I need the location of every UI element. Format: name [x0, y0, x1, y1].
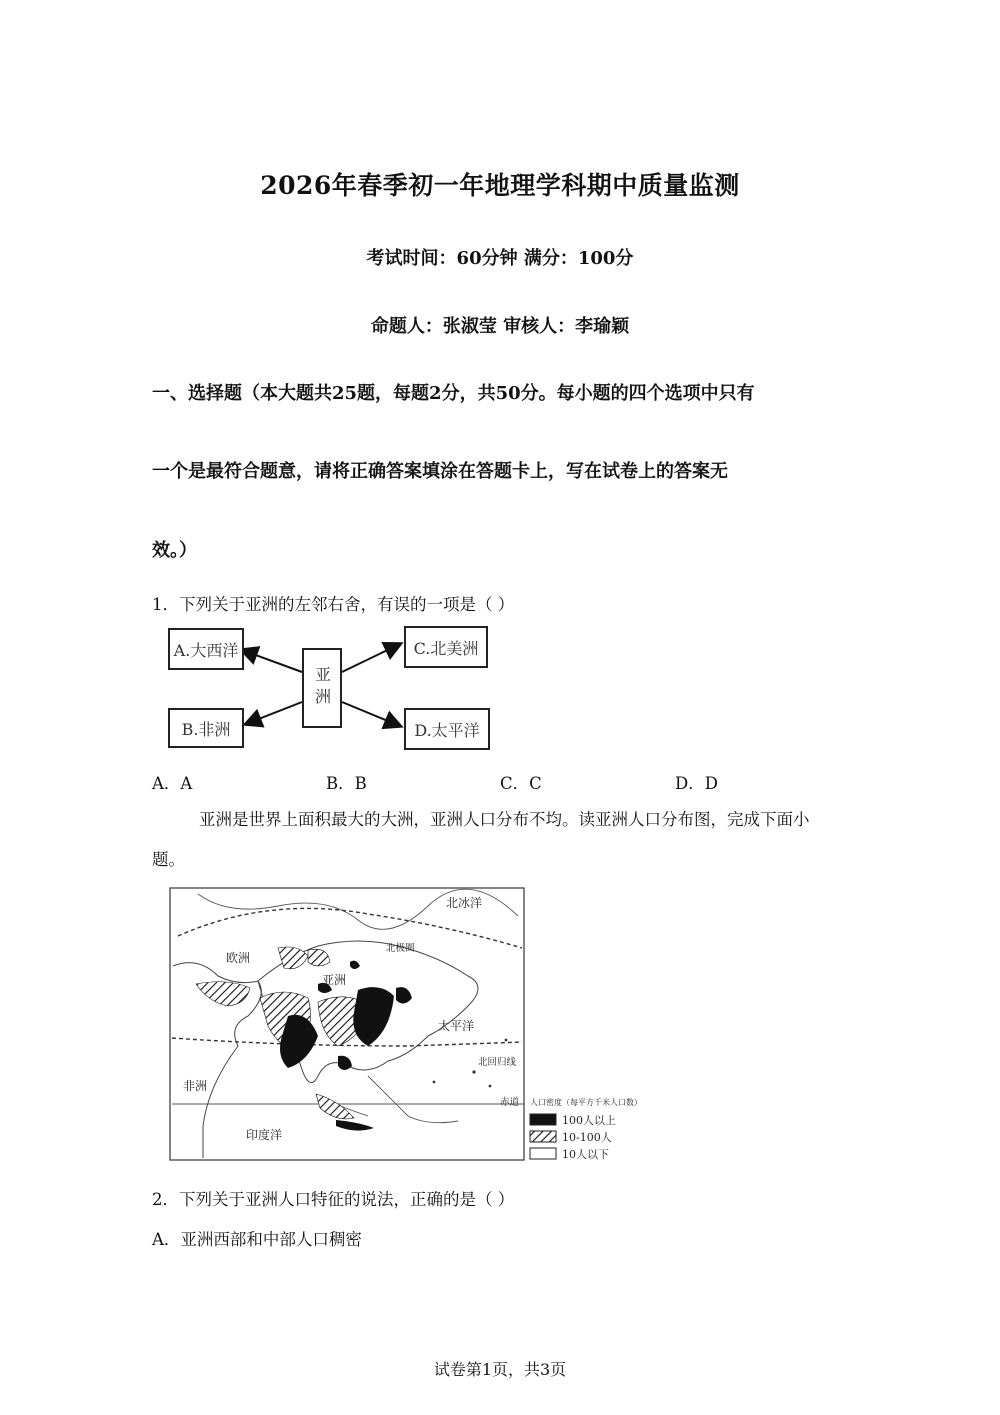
label-arctic-circle: 北极圈 — [386, 943, 415, 954]
label-pacific: 太平洋 — [438, 1019, 475, 1033]
page-footer: 试卷第1页，共3页 — [433, 1360, 567, 1379]
option-c[interactable]: C．C — [500, 774, 542, 793]
label-asia: 亚洲 — [322, 973, 347, 987]
option-box-a: A.大西洋 — [168, 628, 244, 670]
option-a[interactable]: A．A — [152, 774, 193, 793]
legend-mid: 10-100人 — [562, 1131, 612, 1144]
option-d[interactable]: D．D — [675, 774, 718, 793]
question-2-stem: 2．下列关于亚洲人口特征的说法，正确的是（ ） — [152, 1190, 515, 1209]
legend-low: 10人以下 — [562, 1148, 609, 1161]
label-africa: 非洲 — [183, 1079, 208, 1093]
exam-time-line: 考试时间：60分钟 满分：100分 — [366, 248, 634, 269]
legend-title: 人口密度（每平方千米人口数） — [530, 1098, 642, 1107]
label-europe: 欧洲 — [226, 951, 251, 965]
question-1-stem: 1．下列关于亚洲的左邻右舍，有误的一项是（ ） — [152, 595, 515, 614]
option-box-d: D.太平洋 — [404, 708, 490, 750]
option-box-c: C.北美洲 — [404, 626, 488, 668]
question-2-option-a[interactable]: A．亚洲西部和中部人口稠密 — [152, 1230, 362, 1249]
section-heading-line-2: 一个是最符合题意，请将正确答案填涂在答题卡上，写在试卷上的答案无 — [152, 461, 728, 482]
asia-population-map — [168, 886, 648, 1164]
label-arctic-ocean: 北冰洋 — [446, 896, 483, 910]
reading-passage: 亚洲是世界上面积最大的大洲，亚洲人口分布不均。读亚洲人口分布图，完成下面小题。 — [152, 810, 810, 869]
label-indian-ocean: 印度洋 — [246, 1128, 283, 1142]
option-b[interactable]: B．B — [326, 774, 367, 793]
section-heading-line-1: 一、选择题（本大题共25题，每题2分，共50分。每小题的四个选项中只有 — [152, 383, 755, 404]
center-box-asia: 亚洲 — [302, 648, 342, 728]
section-heading-line-3: 效。） — [152, 540, 197, 561]
legend-high: 100人以上 — [562, 1114, 616, 1127]
option-box-b: B.非洲 — [168, 708, 244, 748]
neighbors-diagram — [160, 620, 500, 750]
label-equator: 赤道 — [500, 1097, 520, 1108]
author-line: 命题人：张淑莹 审核人：李瑜颖 — [370, 316, 630, 337]
label-tropic: 北回归线 — [478, 1057, 517, 1068]
page-title: 2026年春季初一年地理学科期中质量监测 — [260, 171, 740, 200]
